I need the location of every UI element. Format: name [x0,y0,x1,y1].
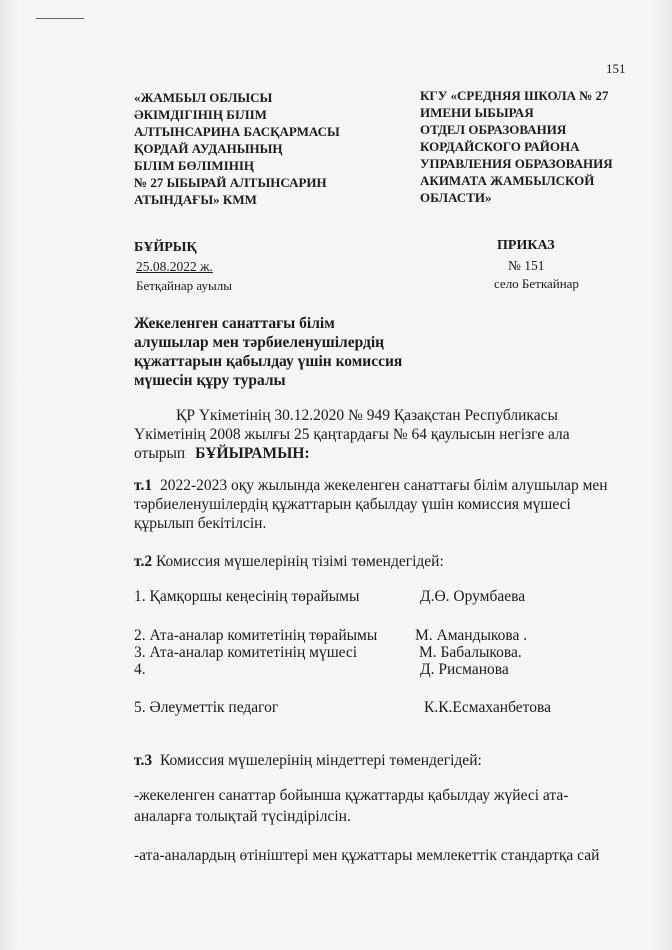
scan-mark [36,18,84,19]
item2-label: т.2 [134,553,153,570]
member-role: 2. Ата-аналар комитетінің төрайымы [134,627,378,644]
member-name: Д.Ө. Орумбаева [420,588,526,605]
header-right-line: ОТДЕЛ ОБРАЗОВАНИЯ [420,122,567,137]
header-right-line: КОРДАЙСКОГО РАЙОНА [420,139,580,154]
member-role: 1. Қамқоршы кеңесінің төрайымы [134,588,360,605]
order-date: 25.08.2022 ж. [136,259,213,274]
subject-line: Жекеленген санаттағы білім [134,315,335,332]
order-place-ru: село Беткайнар [494,276,579,291]
item3-bullet1 [134,786,568,826]
item1 [134,476,608,533]
member-name: К.К.Есмаханбетова [424,699,551,716]
header-left-line: № 27 ЫБЫРАЙ АЛТЫНСАРИН [134,175,327,190]
header-left-line: ҚОРДАЙ АУДАНЫНЫҢ [134,141,283,156]
item3-text: Комиссия мүшелерінің міндеттері төмендегідей: [159,752,482,769]
item3-label: т.3 [134,752,153,769]
header-right [420,87,613,206]
order-title-ru: ПРИКАЗ [497,238,555,253]
subject-line: алушылар мен тәрбиеленушілердің [134,334,385,351]
member-name: Д. Рисманова [420,661,509,678]
item3-bullet1-line: аналарға толықтай түсіндірілсін. [134,808,351,825]
header-right-line: КГУ «СРЕДНЯЯ ШКОЛА № 27 [420,88,609,103]
member-name: М. Амандыкова . [415,627,528,644]
item1-line: құрылып бекітілсін. [134,515,267,532]
preamble-command: БҰЙЫРАМЫН: [195,445,310,462]
order-subject [134,314,402,390]
item2-text: Комиссия мүшелерінің тізімі төмендегідей: [155,553,444,570]
header-right-line: ОБЛАСТИ» [420,190,492,205]
item1-label: т.1 [134,477,153,494]
header-left-line: «ЖАМБЫЛ ОБЛЫСЫ [134,90,273,105]
item1-line [134,476,608,495]
preamble-line: ҚР Үкіметінің 30.12.2020 № 949 Қазақстан Республикасы [176,407,558,424]
subject-line: құжаттарын қабылдау үшін комиссия [134,353,403,370]
header-right-line: ИМЕНИ ЫБЫРАЯ [420,105,534,120]
member-role: 3. Ата-аналар комитетінің мүшесі [134,644,358,661]
preamble-last-line [134,444,310,463]
header-left-line: ӘКІМДІГІНІҢ БІЛІМ [134,107,267,122]
member-name: М. Бабалыкова. [419,644,522,661]
header-left [134,89,340,208]
item3-bullet1-line: -жекеленген санаттар бойынша құжаттарды қабылдау жүйесі ата- [134,787,569,804]
member-role: 4. [134,661,146,678]
subject-line: мүшесін құру туралы [134,372,286,389]
header-left-line: БІЛІМ БӨЛІМІНІҢ [134,158,254,173]
header-left-line: АЛТЫНСАРИНА БАСҚАРМАСЫ [134,124,340,139]
preamble-line: Үкіметінің 2008 жылғы 25 қаңтардағы № 64 қаулысын негізге ала [134,426,570,443]
member-role: 5. Әлеуметтік педагог [134,699,279,716]
order-number: № 151 [508,258,545,273]
order-place-kz: Бетқайнар ауылы [136,278,233,293]
item1-line: тәрбиеленушілердің құжаттарын қабылдау үшін комиссия мүшесі [134,496,571,513]
preamble-line: отырып [134,445,186,462]
item3-bullet2: -ата-аналардың өтініштері мен құжаттары мемлекеттік стандартқа сай [134,847,600,864]
page-number: 151 [606,61,626,76]
header-left-line: АТЫНДАҒЫ» КММ [134,192,257,207]
item1-text: 2022-2023 оқу жылында жекеленген санаттағы білім алушылар мен [159,477,608,494]
item3-heading [134,751,482,770]
header-right-line: УПРАВЛЕНИЯ ОБРАЗОВАНИЯ [420,156,613,171]
item2-heading [134,552,444,571]
order-title-kz: БҰЙРЫҚ [134,240,197,255]
header-right-line: АКИМАТА ЖАМБЫЛСКОЙ [420,173,595,188]
